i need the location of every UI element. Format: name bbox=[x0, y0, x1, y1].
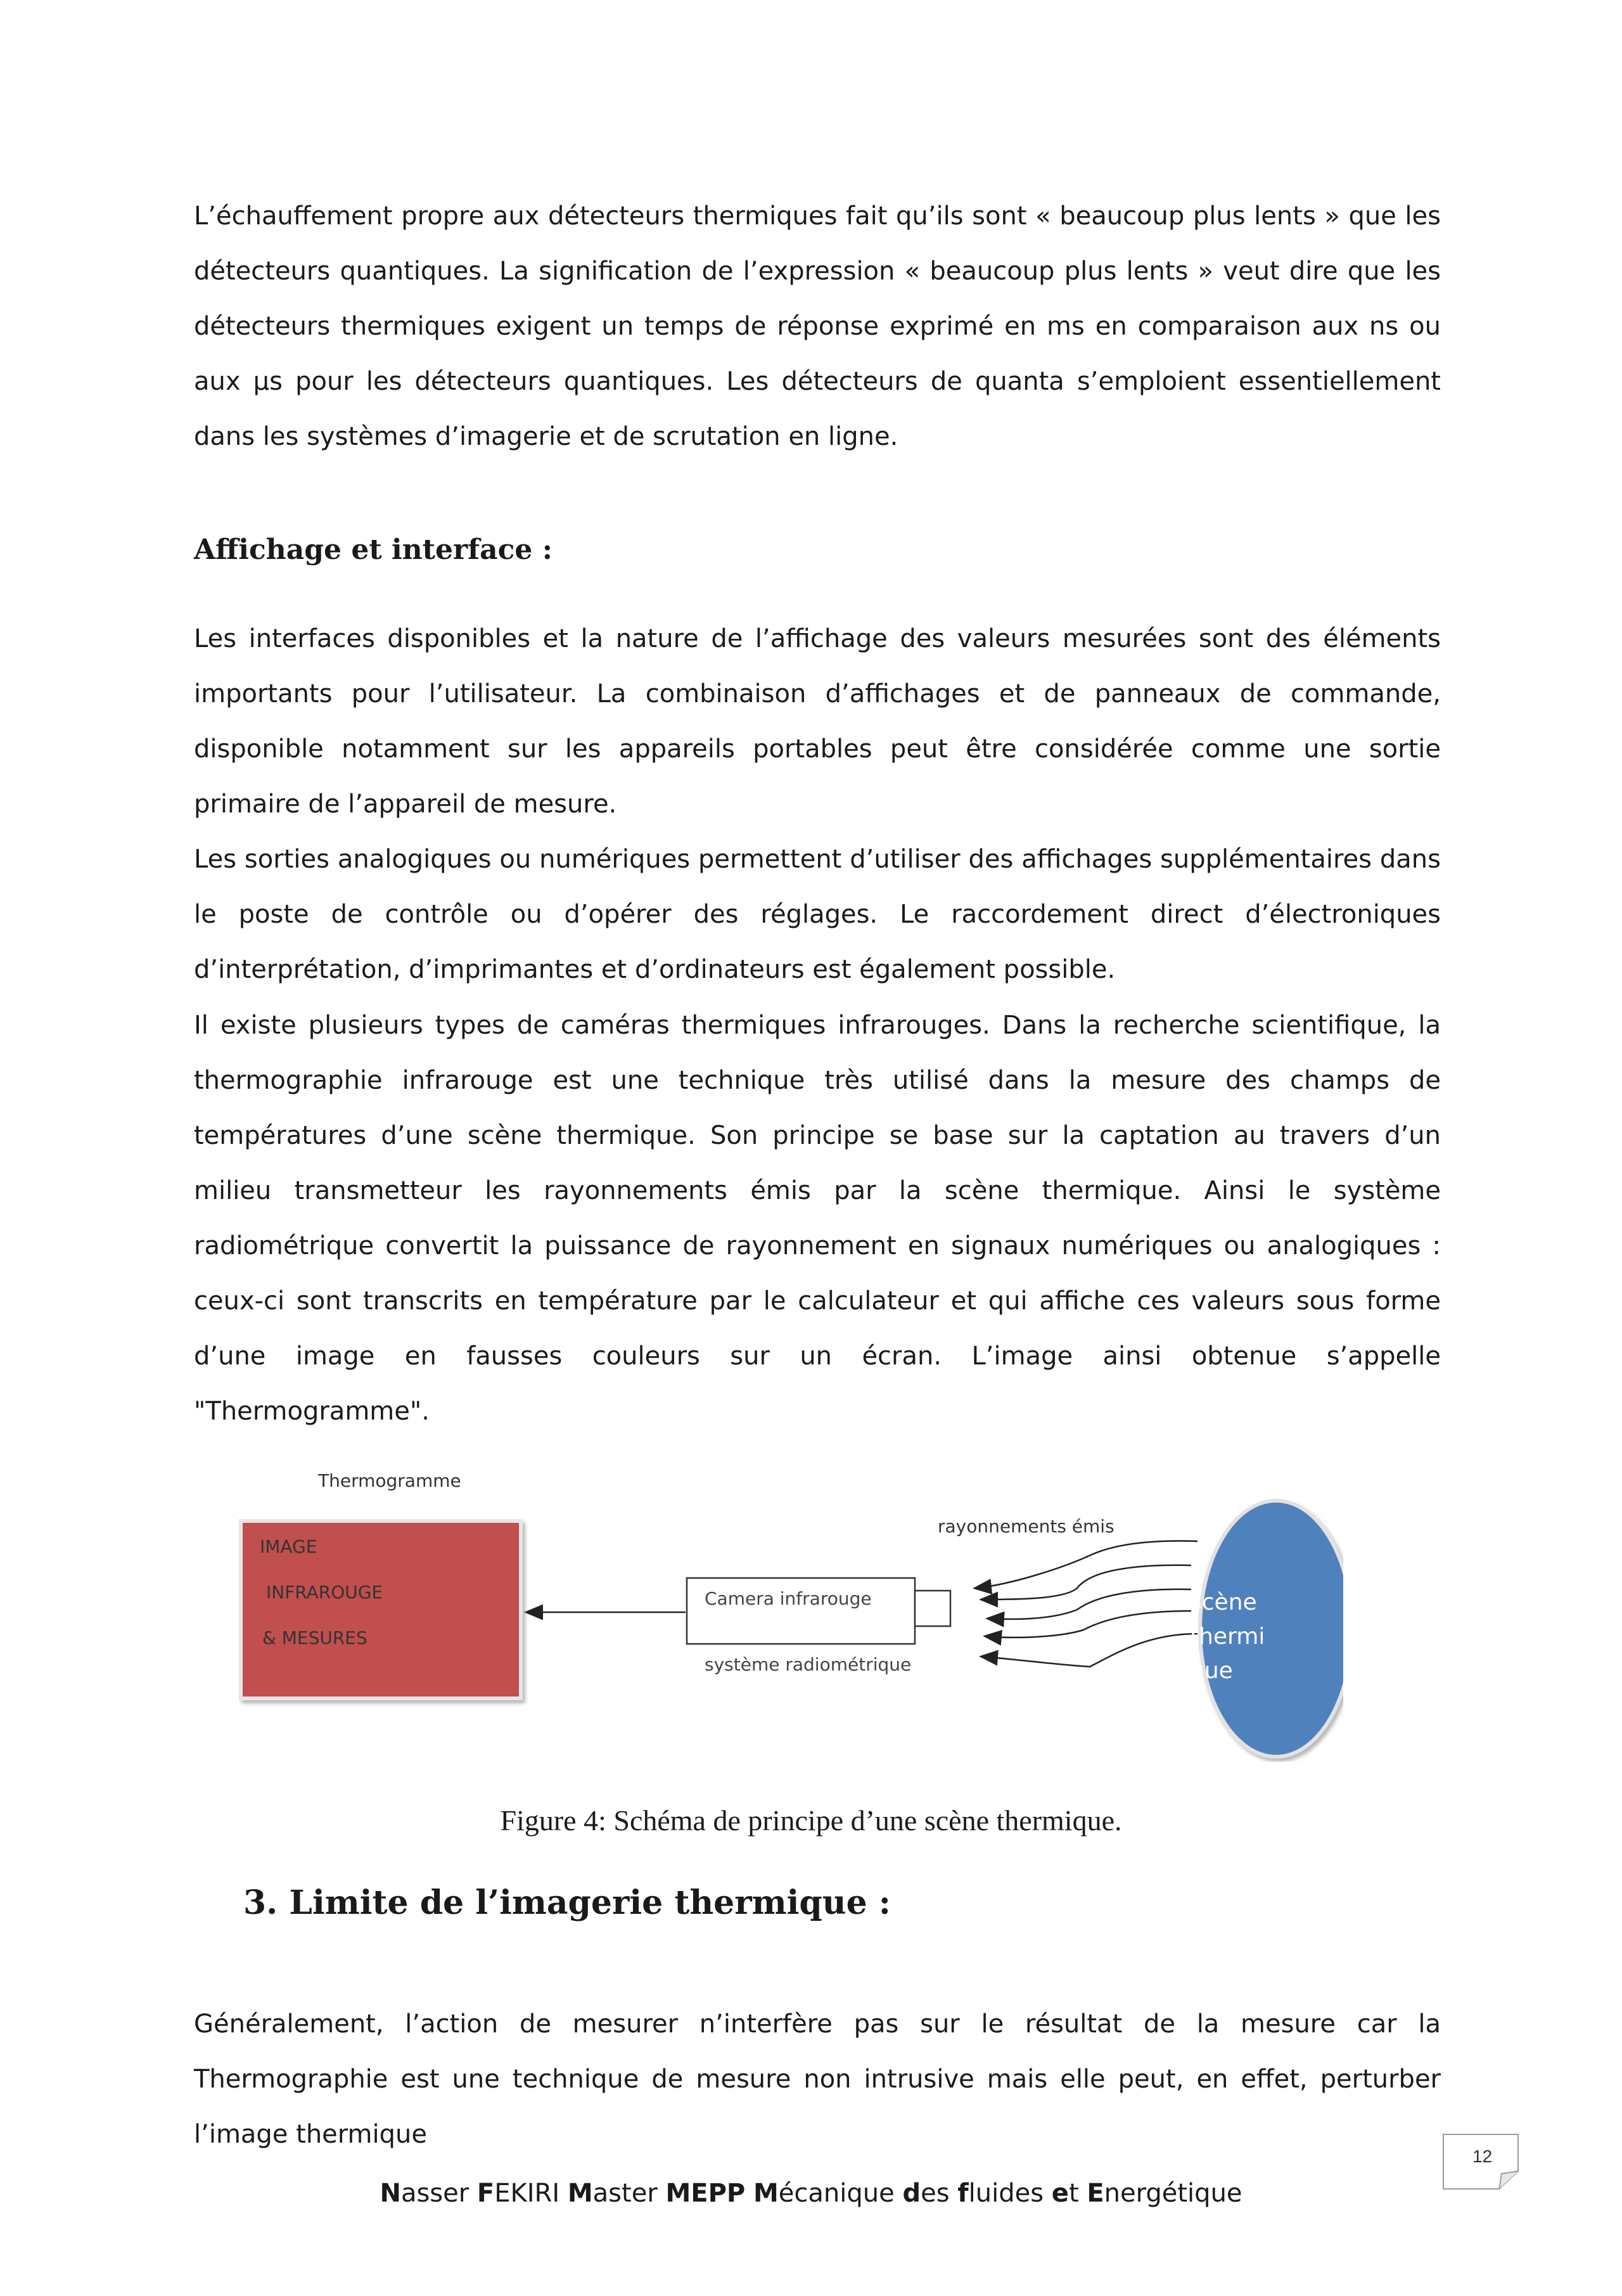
system-label: système radiométrique bbox=[705, 1654, 912, 1675]
ray-arrow-3 bbox=[988, 1589, 1191, 1619]
paragraph-interfaces: Les interfaces disponibles et la nature de l’affichage des valeurs mesurées sont des éléments importants pour l’utilisateur. La combinaison d’affichages et de panneaux de commande, disponible notamment sur les appareils portables peut être considérée comme une sortie primaire de l’appareil de mesure. bbox=[194, 624, 1441, 819]
scene-text-1: scène bbox=[1190, 1589, 1257, 1615]
box-text-infrarouge: INFRAROUGE bbox=[266, 1582, 383, 1603]
footer-author: Nasser FEKIRI Master MEPP Mécanique des fluides et Energétique bbox=[380, 2179, 1242, 2208]
paragraph-sorties: Les sorties analogiques ou numériques permettent d’utiliser des affichages supplémentaires dans le poste de contrôle ou d’opérer des réglages. Le raccordement direct d’électroniques d’interprétation, d’imprimantes et d’ordinateurs est également possible. bbox=[194, 845, 1441, 984]
section-title-limite: 3. Limite de l’imagerie thermique : bbox=[243, 1883, 891, 1922]
rays-label: rayonnements émis bbox=[938, 1516, 1114, 1537]
box-text-image: IMAGE bbox=[260, 1536, 317, 1557]
box-text-mesures: & MESURES bbox=[262, 1627, 367, 1648]
ray-arrow-5 bbox=[982, 1634, 1197, 1667]
ray-arrow-2 bbox=[982, 1565, 1191, 1600]
scene-text-3: que bbox=[1190, 1658, 1233, 1684]
scene-text-2: thermi bbox=[1190, 1624, 1265, 1650]
page-number: 12 bbox=[1472, 2146, 1493, 2166]
paragraph-generalement: Généralement, l’action de mesurer n’interfère pas sur le résultat de la mesure car la Thermographie est une technique de mesure non intrusive mais elle peut, en effet, perturber l’image thermique bbox=[194, 2010, 1441, 2149]
ray-arrow-4 bbox=[986, 1611, 1191, 1638]
camera-lens bbox=[915, 1591, 950, 1626]
ray-arrow-1 bbox=[976, 1541, 1197, 1588]
thermal-scene-diagram bbox=[228, 1464, 1343, 1762]
thermogramme-label: Thermogramme bbox=[318, 1470, 461, 1491]
paragraph-detectors: L’échauffement propre aux détecteurs thermiques fait qu’ils sont « beaucoup plus lents » que les détecteurs quantiques. La signification de l’expression « beaucoup plus lents » veut dire que les détecteurs thermiques exigent un temps de réponse exprimé en ms en comparaison aux ns ou aux µs pour les détecteurs quantiques. Les détecteurs de quanta s’emploient essentiellement dans les systèmes d’imagerie et de scrutation en ligne. bbox=[194, 202, 1441, 451]
camera-label: Camera infrarouge bbox=[705, 1588, 872, 1609]
paragraph-cameras: Il existe plusieurs types de caméras thermiques infrarouges. Dans la recherche scientifique, la thermographie infrarouge est une technique très utilisé dans la mesure des champs de températures d’une scène thermique. Son principe se base sur la captation au travers d’un milieu transmetteur les rayonnements émis par la scène thermique. Ainsi le système radiométrique convertit la puissance de rayonnement en signaux numériques ou analogiques : ceux-ci sont transcrits en température par le calculateur et qui affiche ces valeurs sous forme d’une image en fausses couleurs sur un écran. L’image ainsi obtenue s’appelle "Thermogramme". bbox=[194, 1011, 1441, 1426]
heading-affichage: Affichage et interface : bbox=[194, 534, 552, 566]
figure-caption: Figure 4: Schéma de principe d’une scène thermique. bbox=[500, 1804, 1122, 1837]
